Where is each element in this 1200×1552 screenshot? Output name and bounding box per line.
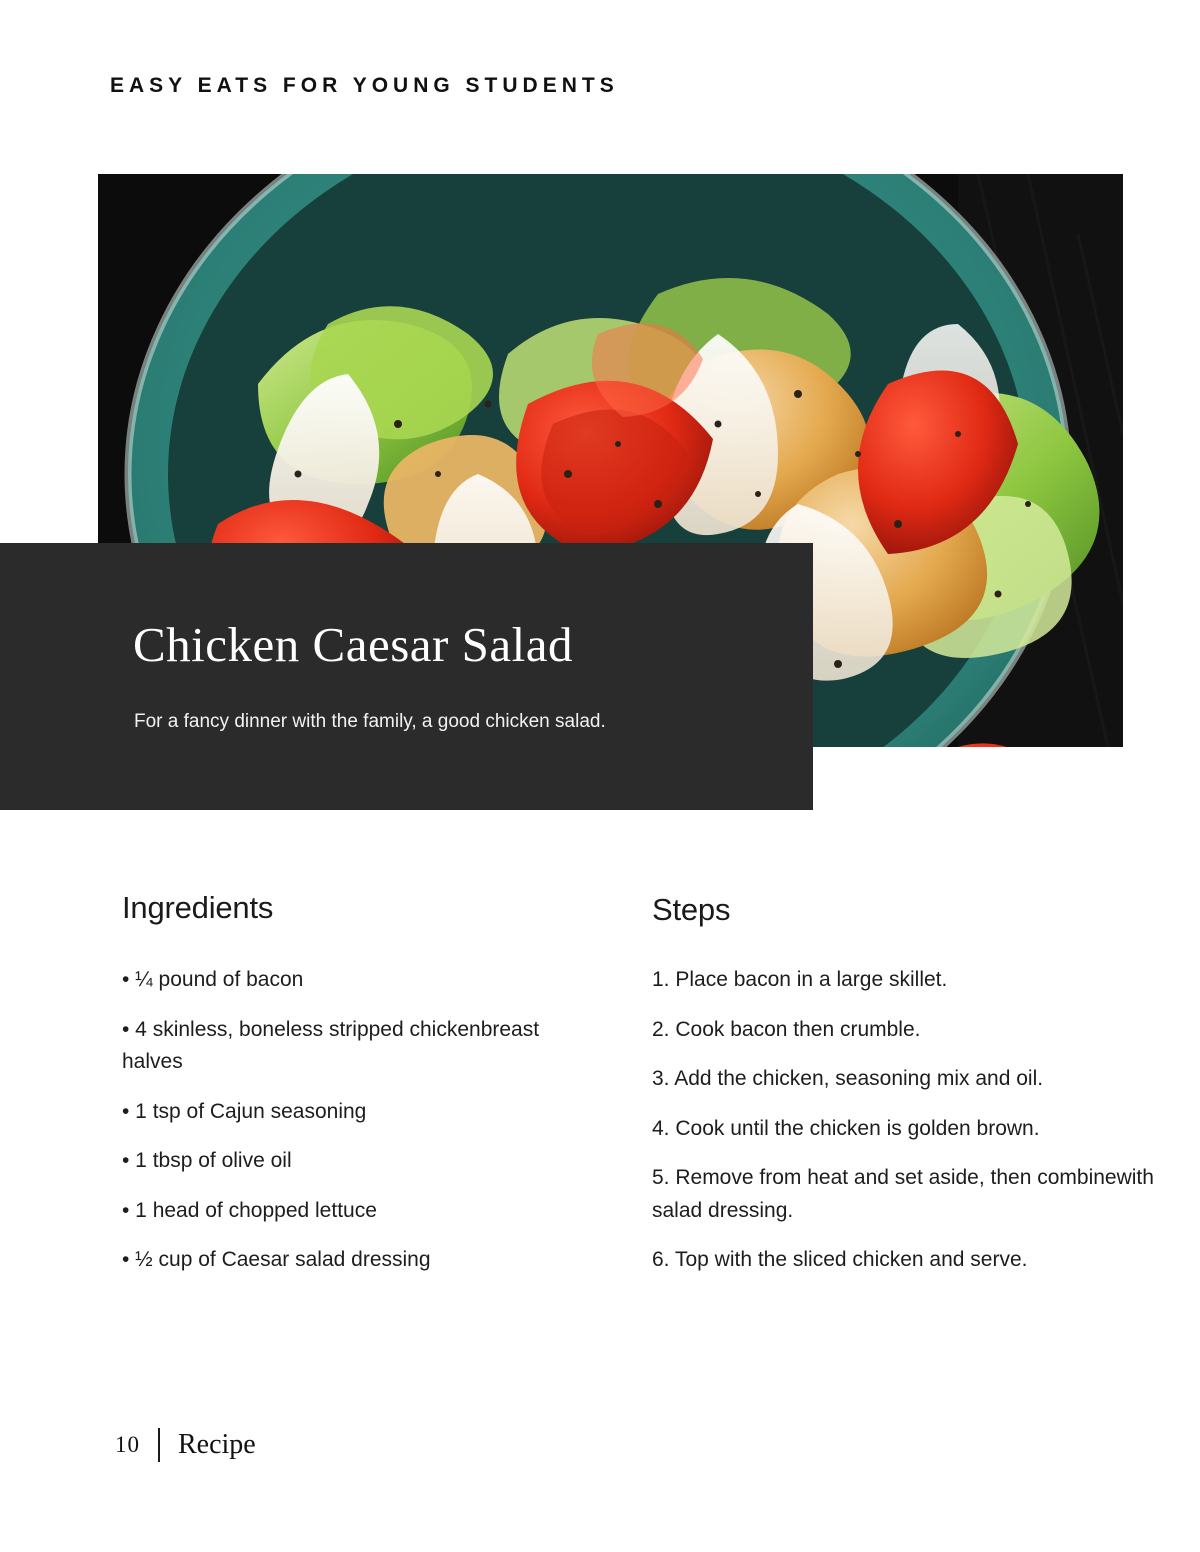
list-item: 5. Remove from heat and set aside, then combinewith salad dressing. bbox=[652, 1166, 1154, 1222]
list-item: 4. Cook until the chicken is golden brown. bbox=[652, 1116, 1040, 1140]
list-item: • ¼ pound of bacon bbox=[122, 968, 304, 991]
ingredients-section bbox=[122, 890, 592, 1294]
list-item: • 1 tsp of Cajun seasoning bbox=[122, 1099, 367, 1123]
page-header: EASY EATS FOR YOUNG STUDENTS bbox=[110, 74, 619, 97]
list-item: • ½ cup of Caesar salad dressing bbox=[122, 1248, 431, 1272]
page-number: 10 bbox=[115, 1432, 140, 1457]
steps-list bbox=[652, 964, 1162, 1277]
page-subtitle: For a fancy dinner with the family, a good chicken salad. bbox=[134, 711, 606, 732]
list-item: 2. Cook bacon then crumble. bbox=[652, 1017, 921, 1041]
list-item: • 1 head of chopped lettuce bbox=[122, 1198, 377, 1222]
list-item: • 4 skinless, boneless stripped chickenbreast halves bbox=[122, 1017, 540, 1074]
list-item: 6. Top with the sliced chicken and serve. bbox=[652, 1248, 1028, 1272]
list-item: 1. Place bacon in a large skillet. bbox=[652, 968, 948, 991]
recipe-title-card bbox=[0, 543, 813, 810]
ingredients-heading: Ingredients bbox=[122, 890, 274, 925]
page-footer bbox=[115, 1428, 256, 1462]
list-item: 3. Add the chicken, seasoning mix and oil. bbox=[652, 1067, 1044, 1091]
footer-label: Recipe bbox=[178, 1429, 256, 1460]
footer-divider bbox=[158, 1428, 160, 1462]
list-item: • 1 tbsp of olive oil bbox=[122, 1149, 292, 1173]
steps-heading: Steps bbox=[652, 892, 731, 927]
ingredients-list bbox=[122, 964, 592, 1277]
steps-section bbox=[652, 892, 1162, 1294]
page-title: Chicken Caesar Salad bbox=[133, 617, 573, 672]
